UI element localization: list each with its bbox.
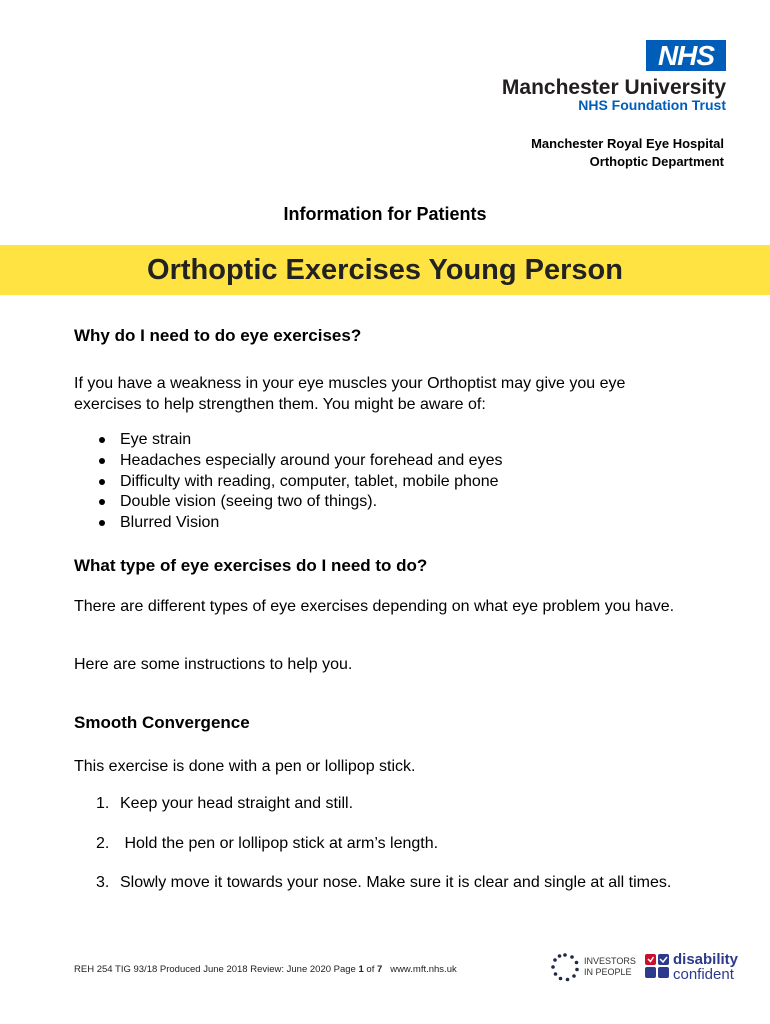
bullet-icon [99,458,105,464]
exercise-step [96,834,706,854]
investors-in-people-badge [550,952,640,982]
bullet-icon [99,437,105,443]
symptom-list [74,430,502,534]
bullet-icon [99,499,105,505]
section-paragraph-instructions: Here are some instructions to help you. [74,656,353,673]
section-heading-convergence: Smooth Convergence [74,713,250,732]
nhs-logo: NHS [646,40,726,71]
disability-confident-icon [645,954,671,982]
bullet-icon [99,520,105,526]
section-paragraph-why: If you have a weakness in your eye muscles your Orthoptist may give you eye exercises to help strengthen them. You might be aware of: [74,375,626,413]
footer-of: of [363,964,377,975]
step-number: 3. [96,874,110,891]
disability-confident-badge [645,951,739,983]
bullet-icon [99,479,105,485]
section-heading-why: Why do I need to do eye exercises? [74,326,362,345]
department-name: Orthoptic Department [589,154,724,169]
step-text: Hold the pen or lollipop stick at arm’s length. [120,835,439,852]
step-number: 2. [96,835,110,852]
hospital-name: Manchester Royal Eye Hospital [531,136,724,151]
investors-in-people-icon [550,952,580,982]
org-subtitle: NHS Foundation Trust [578,97,726,113]
info-heading: Information for Patients [283,204,487,224]
investors-line1: INVESTORS [584,956,636,966]
exercise-step [96,873,706,893]
title-banner [0,245,770,295]
footer-reference [74,964,457,975]
list-item-text: Difficulty with reading, computer, tablet, mobile phone [120,472,499,490]
list-item-text: Eye strain [120,431,192,448]
disability-word: disability [673,951,739,968]
list-item [74,513,502,534]
list-item [74,472,502,493]
footer-total: 7 [377,964,383,975]
exercise-step [96,794,706,814]
org-name: Manchester University [501,76,726,99]
section-paragraph-what: There are different types of eye exercises depending on what eye problem you have. [74,598,675,615]
list-item-text: Double vision (seeing two of things). [120,493,378,511]
step-number: 1. [96,795,110,812]
footer-url[interactable]: www.mft.nhs.uk [382,964,457,975]
department-block [531,135,724,171]
list-item-text: Blurred Vision [120,514,220,532]
exercise-intro: This exercise is done with a pen or lollipop stick. [74,758,416,775]
section-heading-what: What type of eye exercises do I need to do? [74,556,428,575]
step-text: Keep your head straight and still. [120,795,354,812]
list-item-text: Headaches especially around your forehead and eyes [120,451,503,469]
step-text: Slowly move it towards your nose. Make sure it is clear and single at all times. [120,874,672,891]
footer-ref-text: REH 254 TIG 93/18 Produced June 2018 Review: June 2020 Page [74,964,359,975]
page-title: Orthoptic Exercises Young Person [147,254,623,286]
list-item [74,451,502,472]
confident-word: confident [673,966,734,983]
list-item [74,430,502,451]
footer-page: 1 [358,964,364,975]
investors-line2: IN PEOPLE [584,967,632,977]
list-item [74,492,502,513]
investors-text [584,956,636,978]
